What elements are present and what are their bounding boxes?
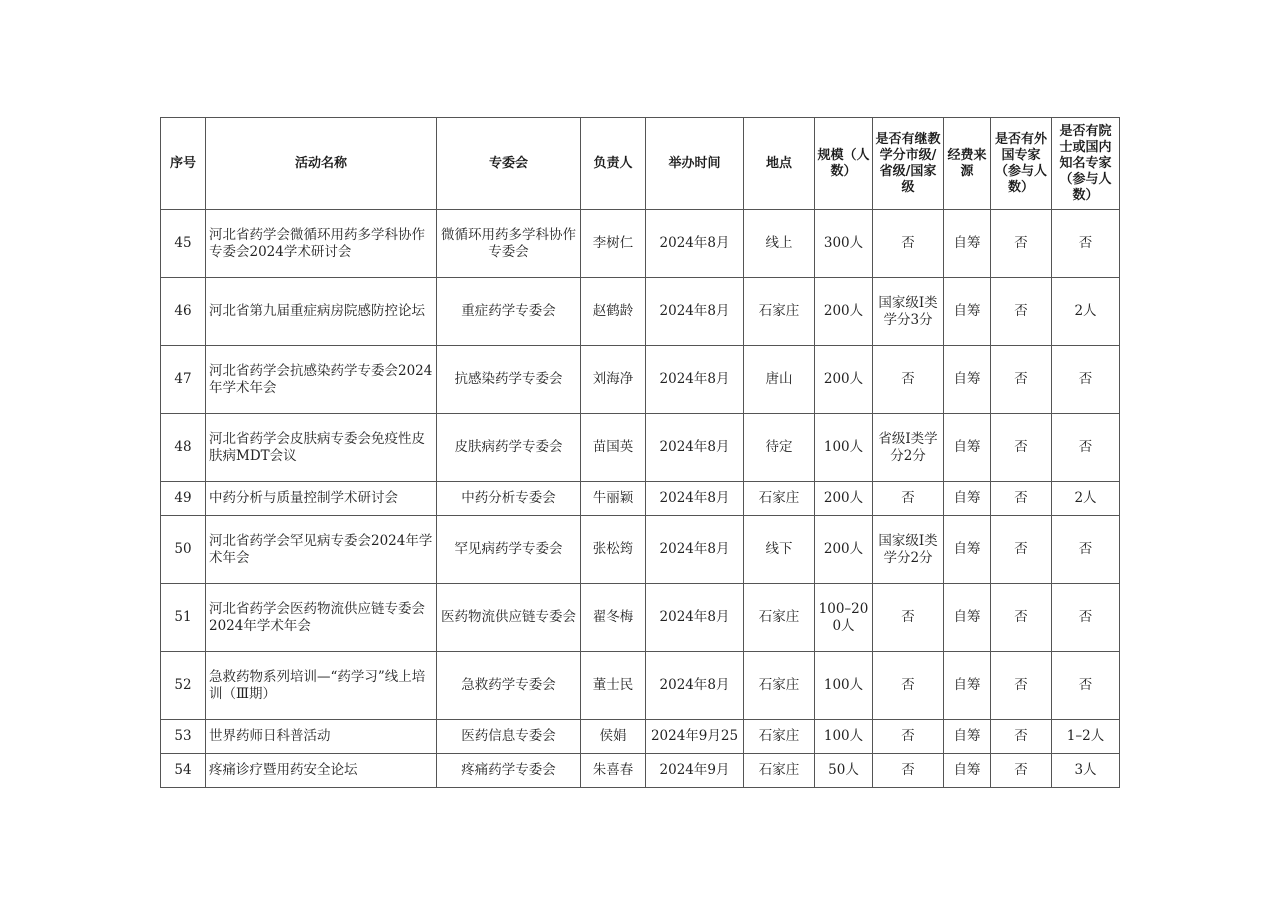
cell-activity-name: 河北省第九届重症病房院感防控论坛 — [206, 278, 437, 346]
cell-foreign-experts: 否 — [991, 346, 1052, 414]
cell-activity-name: 河北省药学会罕见病专委会2024年学术年会 — [206, 516, 437, 584]
cell-activity-name: 急救药物系列培训—“药学习”线上培训（Ⅲ期） — [206, 652, 437, 720]
cell-credit: 否 — [873, 720, 944, 754]
cell-leader: 苗国英 — [581, 414, 646, 482]
cell-foreign-experts: 否 — [991, 278, 1052, 346]
cell-credit: 否 — [873, 482, 944, 516]
cell-foreign-experts: 否 — [991, 652, 1052, 720]
cell-place: 石家庄 — [744, 278, 815, 346]
cell-time: 2024年8月 — [646, 584, 744, 652]
cell-activity-name: 世界药师日科普活动 — [206, 720, 437, 754]
cell-time: 2024年9月25 — [646, 720, 744, 754]
cell-funding: 自筹 — [944, 278, 991, 346]
cell-foreign-experts: 否 — [991, 414, 1052, 482]
cell-place: 待定 — [744, 414, 815, 482]
cell-domestic-experts: 1–2人 — [1052, 720, 1120, 754]
cell-foreign-experts: 否 — [991, 516, 1052, 584]
cell-time: 2024年8月 — [646, 652, 744, 720]
cell-activity-name: 中药分析与质量控制学术研讨会 — [206, 482, 437, 516]
table-row — [161, 482, 1120, 516]
cell-funding: 自筹 — [944, 652, 991, 720]
cell-no: 48 — [161, 414, 206, 482]
table-row — [161, 210, 1120, 278]
cell-scale: 200人 — [815, 516, 873, 584]
table-row — [161, 754, 1120, 788]
header-domestic-experts: 是否有院士或国内知名专家（参与人数） — [1052, 118, 1120, 210]
cell-funding: 自筹 — [944, 210, 991, 278]
cell-committee: 重症药学专委会 — [437, 278, 581, 346]
cell-committee: 抗感染药学专委会 — [437, 346, 581, 414]
header-funding: 经费来源 — [944, 118, 991, 210]
cell-place: 石家庄 — [744, 652, 815, 720]
header-credit: 是否有继教学分市级/省级/国家级 — [873, 118, 944, 210]
cell-leader: 牛丽颖 — [581, 482, 646, 516]
cell-committee: 微循环用药多学科协作专委会 — [437, 210, 581, 278]
cell-scale: 50人 — [815, 754, 873, 788]
table-row — [161, 720, 1120, 754]
cell-foreign-experts: 否 — [991, 720, 1052, 754]
header-row — [161, 118, 1120, 210]
cell-committee: 医药物流供应链专委会 — [437, 584, 581, 652]
cell-committee: 中药分析专委会 — [437, 482, 581, 516]
cell-credit: 否 — [873, 754, 944, 788]
cell-time: 2024年8月 — [646, 278, 744, 346]
cell-place: 石家庄 — [744, 720, 815, 754]
cell-leader: 侯娟 — [581, 720, 646, 754]
cell-time: 2024年8月 — [646, 346, 744, 414]
table-row — [161, 652, 1120, 720]
cell-place: 线下 — [744, 516, 815, 584]
cell-credit: 否 — [873, 652, 944, 720]
cell-leader: 董士民 — [581, 652, 646, 720]
cell-leader: 翟冬梅 — [581, 584, 646, 652]
header-place: 地点 — [744, 118, 815, 210]
table-row — [161, 414, 1120, 482]
cell-no: 46 — [161, 278, 206, 346]
cell-time: 2024年8月 — [646, 414, 744, 482]
cell-foreign-experts: 否 — [991, 754, 1052, 788]
cell-funding: 自筹 — [944, 516, 991, 584]
cell-activity-name: 疼痛诊疗暨用药安全论坛 — [206, 754, 437, 788]
header-activity-name: 活动名称 — [206, 118, 437, 210]
cell-credit: 否 — [873, 346, 944, 414]
cell-committee: 皮肤病药学专委会 — [437, 414, 581, 482]
cell-scale: 200人 — [815, 346, 873, 414]
cell-scale: 100人 — [815, 414, 873, 482]
cell-place: 石家庄 — [744, 584, 815, 652]
cell-credit: 国家级Ⅰ类学分3分 — [873, 278, 944, 346]
cell-credit: 省级Ⅰ类学分2分 — [873, 414, 944, 482]
cell-leader: 张松筠 — [581, 516, 646, 584]
cell-leader: 刘海净 — [581, 346, 646, 414]
cell-domestic-experts: 2人 — [1052, 482, 1120, 516]
cell-domestic-experts: 否 — [1052, 414, 1120, 482]
cell-domestic-experts: 否 — [1052, 210, 1120, 278]
cell-activity-name: 河北省药学会皮肤病专委会免疫性皮肤病MDT会议 — [206, 414, 437, 482]
cell-funding: 自筹 — [944, 414, 991, 482]
cell-no: 47 — [161, 346, 206, 414]
header-no: 序号 — [161, 118, 206, 210]
cell-place: 石家庄 — [744, 482, 815, 516]
cell-no: 49 — [161, 482, 206, 516]
header-foreign-experts: 是否有外国专家（参与人数） — [991, 118, 1052, 210]
cell-no: 52 — [161, 652, 206, 720]
cell-domestic-experts: 3人 — [1052, 754, 1120, 788]
cell-committee: 罕见病药学专委会 — [437, 516, 581, 584]
cell-committee: 急救药学专委会 — [437, 652, 581, 720]
cell-funding: 自筹 — [944, 482, 991, 516]
cell-scale: 100–200人 — [815, 584, 873, 652]
cell-no: 45 — [161, 210, 206, 278]
table-row — [161, 346, 1120, 414]
cell-time: 2024年9月 — [646, 754, 744, 788]
cell-scale: 100人 — [815, 720, 873, 754]
cell-funding: 自筹 — [944, 346, 991, 414]
cell-scale: 100人 — [815, 652, 873, 720]
cell-credit: 国家级Ⅰ类学分2分 — [873, 516, 944, 584]
activity-table — [160, 117, 1120, 788]
cell-domestic-experts: 否 — [1052, 516, 1120, 584]
cell-committee: 疼痛药学专委会 — [437, 754, 581, 788]
cell-credit: 否 — [873, 210, 944, 278]
cell-activity-name: 河北省药学会抗感染药学专委会2024年学术年会 — [206, 346, 437, 414]
header-time: 举办时间 — [646, 118, 744, 210]
cell-time: 2024年8月 — [646, 482, 744, 516]
cell-committee: 医药信息专委会 — [437, 720, 581, 754]
cell-credit: 否 — [873, 584, 944, 652]
cell-no: 51 — [161, 584, 206, 652]
cell-foreign-experts: 否 — [991, 584, 1052, 652]
header-scale: 规模（人数） — [815, 118, 873, 210]
cell-place: 线上 — [744, 210, 815, 278]
table-row — [161, 516, 1120, 584]
cell-scale: 200人 — [815, 482, 873, 516]
cell-domestic-experts: 2人 — [1052, 278, 1120, 346]
header-leader: 负责人 — [581, 118, 646, 210]
cell-domestic-experts: 否 — [1052, 584, 1120, 652]
cell-leader: 赵鹤龄 — [581, 278, 646, 346]
cell-scale: 200人 — [815, 278, 873, 346]
cell-no: 50 — [161, 516, 206, 584]
cell-funding: 自筹 — [944, 754, 991, 788]
cell-foreign-experts: 否 — [991, 482, 1052, 516]
cell-time: 2024年8月 — [646, 516, 744, 584]
cell-time: 2024年8月 — [646, 210, 744, 278]
cell-funding: 自筹 — [944, 584, 991, 652]
cell-activity-name: 河北省药学会微循环用药多学科协作专委会2024学术研讨会 — [206, 210, 437, 278]
cell-no: 54 — [161, 754, 206, 788]
table-row — [161, 584, 1120, 652]
cell-place: 唐山 — [744, 346, 815, 414]
cell-no: 53 — [161, 720, 206, 754]
cell-funding: 自筹 — [944, 720, 991, 754]
cell-domestic-experts: 否 — [1052, 652, 1120, 720]
cell-activity-name: 河北省药学会医药物流供应链专委会2024年学术年会 — [206, 584, 437, 652]
cell-scale: 300人 — [815, 210, 873, 278]
cell-foreign-experts: 否 — [991, 210, 1052, 278]
table-row — [161, 278, 1120, 346]
header-committee: 专委会 — [437, 118, 581, 210]
cell-domestic-experts: 否 — [1052, 346, 1120, 414]
cell-place: 石家庄 — [744, 754, 815, 788]
cell-leader: 朱喜春 — [581, 754, 646, 788]
cell-leader: 李树仁 — [581, 210, 646, 278]
